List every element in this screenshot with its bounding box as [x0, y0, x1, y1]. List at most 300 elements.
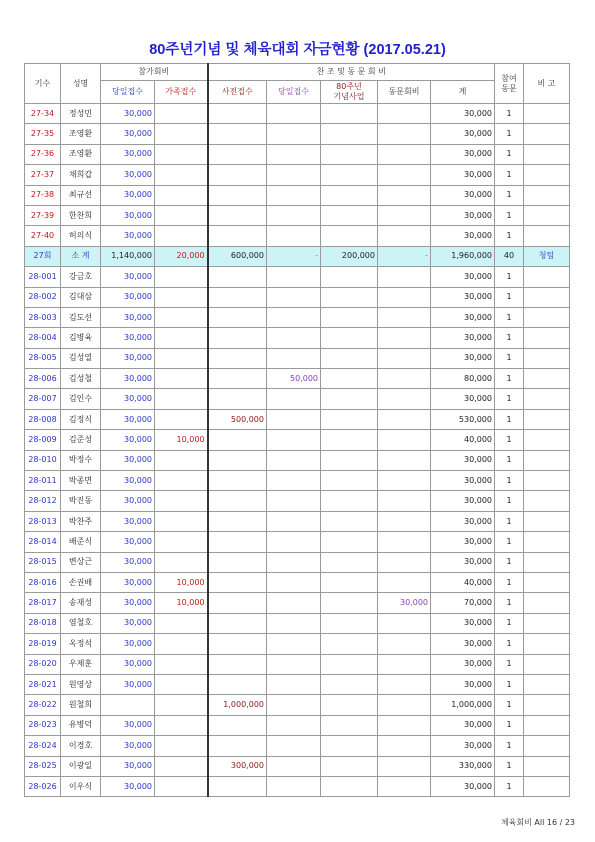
cell-onsite: 30,000 [101, 369, 155, 389]
cell-class: 28-020 [25, 654, 61, 674]
cell-attend: 1 [495, 144, 524, 164]
cell-class: 28-026 [25, 776, 61, 796]
cell-onsite2 [267, 185, 321, 205]
cell-advance [208, 205, 267, 225]
cell-total: 30,000 [431, 144, 495, 164]
cell-onsite: 30,000 [101, 756, 155, 776]
cell-onsite2 [267, 532, 321, 552]
cell-family: 10,000 [155, 430, 208, 450]
cell-alumni [378, 471, 431, 491]
cell-attend: 1 [495, 511, 524, 531]
cell-total: 30,000 [431, 348, 495, 368]
cell-note [524, 532, 570, 552]
cell-total: 30,000 [431, 776, 495, 796]
cell-total: 30,000 [431, 532, 495, 552]
table-row [25, 613, 570, 633]
cell-anniv [321, 491, 378, 511]
cell-note [524, 613, 570, 633]
cell-attend: 1 [495, 328, 524, 348]
cell-family [155, 532, 208, 552]
cell-alumni [378, 736, 431, 756]
cell-total: 30,000 [431, 124, 495, 144]
cell-anniv [321, 450, 378, 470]
cell-note [524, 328, 570, 348]
table-row [25, 450, 570, 470]
cell-family [155, 695, 208, 715]
cell-note [524, 165, 570, 185]
table-row [25, 307, 570, 327]
cell-onsite: 30,000 [101, 144, 155, 164]
cell-note [524, 389, 570, 409]
cell-anniv [321, 572, 378, 592]
cell-anniv [321, 776, 378, 796]
cell-alumni [378, 552, 431, 572]
cell-onsite: 30,000 [101, 736, 155, 756]
cell-class: 28-022 [25, 695, 61, 715]
cell-onsite2 [267, 450, 321, 470]
table-row [25, 736, 570, 756]
cell-total: 70,000 [431, 593, 495, 613]
cell-total: 30,000 [431, 471, 495, 491]
cell-class: 28-012 [25, 491, 61, 511]
table-row [25, 572, 570, 592]
cell-family [155, 674, 208, 694]
cell-note [524, 267, 570, 287]
cell-onsite2 [267, 654, 321, 674]
cell-family [155, 634, 208, 654]
cell-advance [208, 226, 267, 246]
table-row [25, 185, 570, 205]
cell-alumni: - [378, 246, 431, 266]
cell-alumni [378, 776, 431, 796]
cell-name: 소 계 [61, 246, 101, 266]
cell-total: 80,000 [431, 369, 495, 389]
cell-note [524, 205, 570, 225]
cell-attend: 1 [495, 715, 524, 735]
table-row [25, 593, 570, 613]
table-row [25, 409, 570, 429]
page-title: 80주년기념 및 체육대회 자금현황 (2017.05.21) [149, 42, 446, 58]
cell-anniv [321, 532, 378, 552]
cell-family [155, 736, 208, 756]
table-row [25, 715, 570, 735]
cell-advance [208, 511, 267, 531]
cell-alumni [378, 654, 431, 674]
cell-total: 30,000 [431, 552, 495, 572]
cell-note [524, 756, 570, 776]
cell-class: 27-37 [25, 165, 61, 185]
cell-attend: 1 [495, 572, 524, 592]
cell-alumni [378, 450, 431, 470]
cell-onsite [101, 695, 155, 715]
cell-onsite: 30,000 [101, 674, 155, 694]
cell-total: 40,000 [431, 430, 495, 450]
cell-advance [208, 674, 267, 694]
cell-onsite: 30,000 [101, 287, 155, 307]
table-row [25, 226, 570, 246]
cell-attend: 1 [495, 593, 524, 613]
cell-onsite: 30,000 [101, 185, 155, 205]
cell-total: 30,000 [431, 205, 495, 225]
cell-attend: 1 [495, 471, 524, 491]
cell-class: 28-007 [25, 389, 61, 409]
cell-advance [208, 613, 267, 633]
cell-alumni [378, 715, 431, 735]
table-row [25, 369, 570, 389]
cell-alumni [378, 572, 431, 592]
cell-onsite: 30,000 [101, 776, 155, 796]
cell-family [155, 348, 208, 368]
cell-alumni [378, 328, 431, 348]
cell-name: 김인수 [61, 389, 101, 409]
cell-attend: 1 [495, 532, 524, 552]
table-row [25, 144, 570, 164]
cell-attend: 40 [495, 246, 524, 266]
cell-alumni [378, 409, 431, 429]
cell-total: 330,000 [431, 756, 495, 776]
header-onsite2: 당일접수 [267, 81, 321, 104]
cell-anniv [321, 654, 378, 674]
cell-note [524, 226, 570, 246]
cell-onsite: 30,000 [101, 430, 155, 450]
cell-attend: 1 [495, 267, 524, 287]
cell-family [155, 491, 208, 511]
cell-class: 28-019 [25, 634, 61, 654]
page-footer: 체육회비 All 16 / 23 [500, 818, 575, 827]
table-row [25, 634, 570, 654]
cell-name: 배준식 [61, 532, 101, 552]
cell-anniv [321, 674, 378, 694]
cell-name: 정성민 [61, 104, 101, 124]
cell-family [155, 654, 208, 674]
cell-class: 28-017 [25, 593, 61, 613]
cell-family [155, 307, 208, 327]
cell-name: 박종면 [61, 471, 101, 491]
cell-family [155, 552, 208, 572]
cell-class: 27-34 [25, 104, 61, 124]
cell-advance [208, 532, 267, 552]
cell-onsite: 30,000 [101, 634, 155, 654]
cell-anniv [321, 226, 378, 246]
cell-family [155, 471, 208, 491]
cell-anniv [321, 369, 378, 389]
cell-advance [208, 471, 267, 491]
table-row [25, 267, 570, 287]
cell-anniv [321, 634, 378, 654]
table-row [25, 695, 570, 715]
header-total: 계 [431, 81, 495, 104]
cell-attend: 1 [495, 287, 524, 307]
cell-onsite2 [267, 552, 321, 572]
cell-family [155, 409, 208, 429]
cell-note [524, 552, 570, 572]
cell-class: 28-003 [25, 307, 61, 327]
cell-onsite2 [267, 389, 321, 409]
cell-alumni [378, 511, 431, 531]
cell-name: 김정식 [61, 409, 101, 429]
cell-alumni [378, 205, 431, 225]
cell-family [155, 715, 208, 735]
cell-class: 28-023 [25, 715, 61, 735]
cell-class: 28-008 [25, 409, 61, 429]
cell-onsite: 30,000 [101, 389, 155, 409]
cell-name: 박진동 [61, 491, 101, 511]
cell-onsite2: - [267, 246, 321, 266]
cell-advance [208, 736, 267, 756]
table-row [25, 654, 570, 674]
table-row [25, 205, 570, 225]
cell-total: 40,000 [431, 572, 495, 592]
cell-onsite: 30,000 [101, 409, 155, 429]
cell-family [155, 511, 208, 531]
cell-name: 조영환 [61, 124, 101, 144]
cell-attend: 1 [495, 124, 524, 144]
cell-attend: 1 [495, 634, 524, 654]
cell-attend: 1 [495, 165, 524, 185]
cell-name: 김준성 [61, 430, 101, 450]
subtotal-row [25, 246, 570, 266]
cell-name: 이경호 [61, 736, 101, 756]
fund-ledger-table [24, 63, 570, 797]
header-onsite: 당일접수 [101, 81, 155, 104]
cell-advance [208, 389, 267, 409]
cell-advance [208, 430, 267, 450]
cell-name: 박정수 [61, 450, 101, 470]
cell-note [524, 634, 570, 654]
header-family: 가족접수 [155, 81, 208, 104]
cell-advance [208, 634, 267, 654]
cell-name: 옥정석 [61, 634, 101, 654]
cell-anniv [321, 144, 378, 164]
header-note: 비 고 [524, 64, 570, 104]
cell-onsite2 [267, 104, 321, 124]
cell-onsite2 [267, 593, 321, 613]
cell-anniv [321, 389, 378, 409]
cell-family [155, 185, 208, 205]
cell-onsite2 [267, 613, 321, 633]
header-advance: 사전접수 [208, 81, 267, 104]
cell-onsite: 30,000 [101, 491, 155, 511]
cell-advance [208, 185, 267, 205]
cell-onsite2 [267, 226, 321, 246]
cell-alumni [378, 634, 431, 654]
cell-advance [208, 144, 267, 164]
cell-note [524, 348, 570, 368]
cell-attend: 1 [495, 409, 524, 429]
cell-name: 김병육 [61, 328, 101, 348]
cell-advance [208, 572, 267, 592]
cell-onsite2 [267, 674, 321, 694]
cell-name: 김성열 [61, 348, 101, 368]
cell-note [524, 491, 570, 511]
cell-attend: 1 [495, 348, 524, 368]
cell-onsite: 30,000 [101, 165, 155, 185]
cell-onsite: 30,000 [101, 124, 155, 144]
cell-alumni [378, 307, 431, 327]
cell-total: 30,000 [431, 450, 495, 470]
cell-anniv [321, 715, 378, 735]
header-anniv: 80주년 기념사업 [321, 81, 378, 104]
cell-class: 28-024 [25, 736, 61, 756]
cell-attend: 1 [495, 491, 524, 511]
cell-onsite2 [267, 776, 321, 796]
cell-alumni [378, 165, 431, 185]
cell-attend: 1 [495, 736, 524, 756]
cell-name: 조영환 [61, 144, 101, 164]
cell-total: 30,000 [431, 511, 495, 531]
cell-onsite: 30,000 [101, 715, 155, 735]
cell-anniv [321, 511, 378, 531]
cell-advance [208, 715, 267, 735]
cell-advance [208, 307, 267, 327]
cell-class: 27-38 [25, 185, 61, 205]
cell-total: 1,000,000 [431, 695, 495, 715]
cell-onsite: 30,000 [101, 226, 155, 246]
cell-attend: 1 [495, 756, 524, 776]
table-row [25, 430, 570, 450]
cell-onsite2 [267, 328, 321, 348]
cell-onsite2: 50,000 [267, 369, 321, 389]
table-row [25, 532, 570, 552]
cell-onsite: 30,000 [101, 104, 155, 124]
header-row-group [25, 64, 570, 81]
cell-anniv [321, 695, 378, 715]
header-class: 기수 [25, 64, 61, 104]
cell-attend: 1 [495, 695, 524, 715]
cell-onsite: 30,000 [101, 307, 155, 327]
cell-onsite: 30,000 [101, 348, 155, 368]
cell-name: 허의식 [61, 226, 101, 246]
cell-anniv [321, 104, 378, 124]
cell-note [524, 409, 570, 429]
cell-name: 변상근 [61, 552, 101, 572]
cell-class: 28-015 [25, 552, 61, 572]
cell-note [524, 776, 570, 796]
cell-onsite: 1,140,000 [101, 246, 155, 266]
table-row [25, 104, 570, 124]
cell-note [524, 654, 570, 674]
cell-alumni [378, 267, 431, 287]
cell-total: 30,000 [431, 287, 495, 307]
cell-attend: 1 [495, 450, 524, 470]
cell-anniv [321, 205, 378, 225]
cell-onsite2 [267, 165, 321, 185]
cell-total: 30,000 [431, 226, 495, 246]
cell-total: 30,000 [431, 267, 495, 287]
cell-onsite: 30,000 [101, 205, 155, 225]
cell-name: 김대삼 [61, 287, 101, 307]
cell-class: 28-013 [25, 511, 61, 531]
cell-alumni [378, 674, 431, 694]
cell-note [524, 471, 570, 491]
cell-advance [208, 491, 267, 511]
cell-class: 27-35 [25, 124, 61, 144]
cell-class: 28-001 [25, 267, 61, 287]
cell-alumni [378, 532, 431, 552]
cell-alumni [378, 185, 431, 205]
cell-class: 28-004 [25, 328, 61, 348]
table-row [25, 674, 570, 694]
cell-name: 원철희 [61, 695, 101, 715]
cell-class: 27-36 [25, 144, 61, 164]
cell-advance: 600,000 [208, 246, 267, 266]
cell-total: 30,000 [431, 185, 495, 205]
cell-alumni [378, 287, 431, 307]
cell-class: 28-016 [25, 572, 61, 592]
cell-onsite2 [267, 144, 321, 164]
table-row [25, 165, 570, 185]
cell-note [524, 185, 570, 205]
cell-note [524, 369, 570, 389]
header-attend: 참여 동문 [495, 64, 524, 104]
cell-onsite: 30,000 [101, 613, 155, 633]
cell-family [155, 104, 208, 124]
cell-family [155, 205, 208, 225]
cell-alumni [378, 756, 431, 776]
cell-onsite: 30,000 [101, 532, 155, 552]
cell-onsite2 [267, 634, 321, 654]
cell-advance [208, 593, 267, 613]
cell-class: 27-39 [25, 205, 61, 225]
cell-family [155, 450, 208, 470]
cell-name: 송재성 [61, 593, 101, 613]
cell-total: 30,000 [431, 491, 495, 511]
cell-class: 28-010 [25, 450, 61, 470]
cell-total: 30,000 [431, 634, 495, 654]
cell-onsite2 [267, 348, 321, 368]
cell-alumni [378, 613, 431, 633]
cell-onsite2 [267, 511, 321, 531]
header-alumni: 동문회비 [378, 81, 431, 104]
cell-onsite2 [267, 736, 321, 756]
cell-attend: 1 [495, 226, 524, 246]
cell-name: 우제훈 [61, 654, 101, 674]
cell-family [155, 389, 208, 409]
cell-alumni [378, 389, 431, 409]
cell-name: 김도선 [61, 307, 101, 327]
cell-alumni [378, 348, 431, 368]
header-support-group: 찬 조 및 동 문 회 비 [208, 64, 495, 81]
cell-note [524, 307, 570, 327]
cell-onsite2 [267, 715, 321, 735]
cell-alumni [378, 144, 431, 164]
cell-anniv [321, 267, 378, 287]
cell-onsite: 30,000 [101, 267, 155, 287]
table-row [25, 287, 570, 307]
cell-onsite: 30,000 [101, 654, 155, 674]
cell-advance [208, 450, 267, 470]
cell-onsite: 30,000 [101, 511, 155, 531]
cell-anniv [321, 593, 378, 613]
cell-total: 30,000 [431, 389, 495, 409]
cell-family [155, 369, 208, 389]
cell-family: 10,000 [155, 593, 208, 613]
cell-total: 30,000 [431, 307, 495, 327]
cell-advance: 1,000,000 [208, 695, 267, 715]
cell-total: 1,960,000 [431, 246, 495, 266]
cell-advance: 500,000 [208, 409, 267, 429]
cell-class: 28-009 [25, 430, 61, 450]
cell-alumni [378, 104, 431, 124]
cell-attend: 1 [495, 552, 524, 572]
cell-attend: 1 [495, 185, 524, 205]
cell-anniv [321, 328, 378, 348]
cell-onsite2 [267, 430, 321, 450]
cell-onsite2 [267, 471, 321, 491]
cell-attend: 1 [495, 430, 524, 450]
cell-alumni [378, 124, 431, 144]
cell-advance [208, 124, 267, 144]
